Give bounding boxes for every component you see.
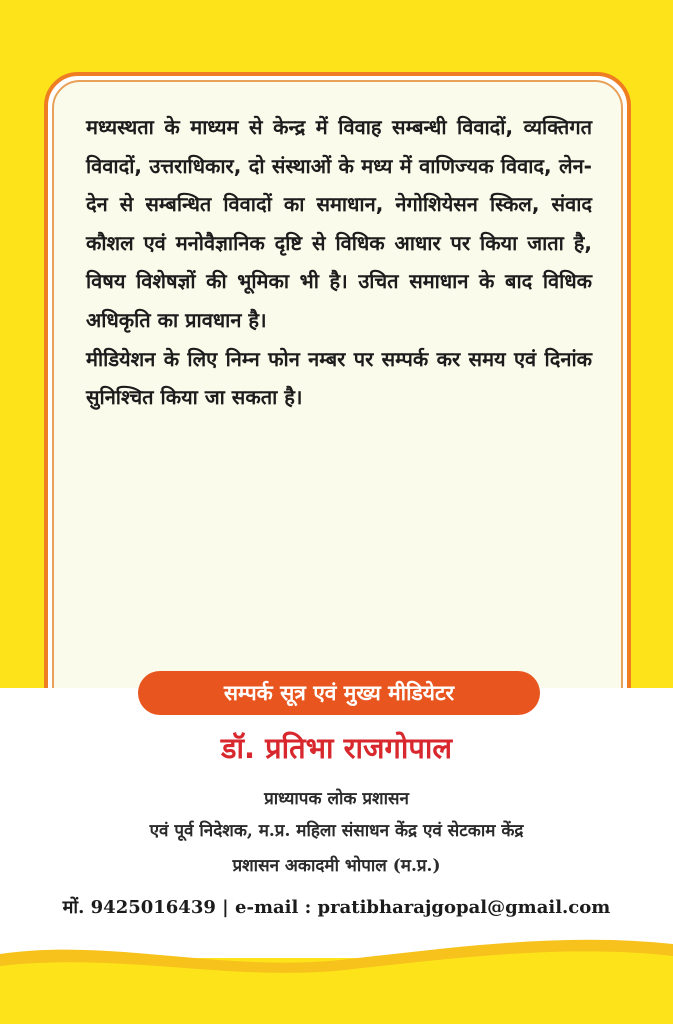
phone-number[interactable]: 9425016439 (90, 897, 216, 918)
mediator-name: डॉ. प्रतिभा राजगोपाल (220, 731, 453, 765)
designation-line-3: प्रशासन अकादमी भोपाल (म.प्र.) (232, 856, 441, 876)
contact-separator: | (222, 897, 229, 918)
notice-paragraph-1: मध्यस्थता के माध्यम से केन्द्र में विवाह सम्बन्धी विवादों, व्यक्तिगत विवादों, उत्तराधिकार, दो संस्थाओं के मध्य में वाणिज्यक विवाद, लेन-देन से सम्बन्धित विवादों का समाधान, नेगोशियेसन स्किल, संवाद कौशल एवं मनोवैज्ञानिक दृष्टि से विधिक आधार पर किया जाता है, विषय विशेषज्ञों की भूमिका भी है। उचित समाधान के बाद विधिक अधिकृति का प्रावधान है। (86, 115, 592, 332)
email-address[interactable]: pratibharajgopal@gmail.com (317, 897, 611, 918)
contact-heading-badge: सम्पर्क सूत्र एवं मुख्य मीडियेटर (138, 671, 540, 715)
designation-line-1: प्राध्यापक लोक प्रशासन (264, 789, 409, 809)
decorative-wave (0, 930, 673, 1024)
contact-details (0, 894, 673, 922)
notice-paragraph-2: मीडियेशन के लिए निम्न फोन नम्बर पर सम्पर्क कर समय एवं दिनांक सुनिश्चित किया जा सकता है। (86, 346, 592, 410)
phone-label: मों. (62, 897, 85, 918)
notice-text (86, 108, 592, 417)
email-label: e-mail : (235, 897, 312, 918)
designation-line-2: एवं पूर्व निदेशक, म.प्र. महिला संसाधन केंद्र एवं सेटकाम केंद्र (149, 821, 524, 841)
